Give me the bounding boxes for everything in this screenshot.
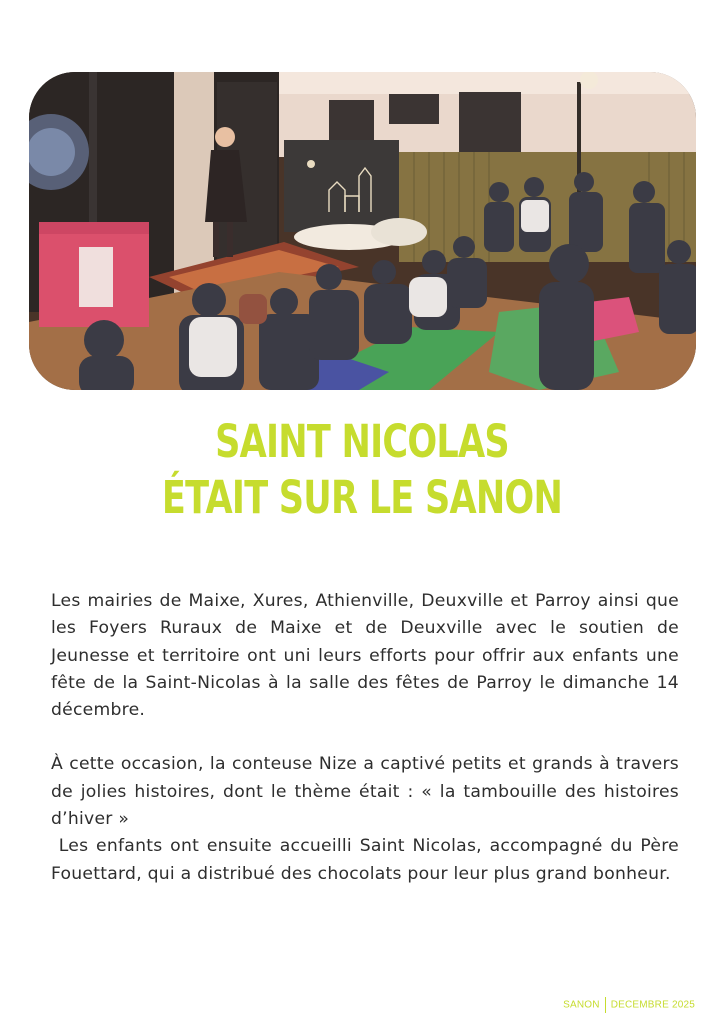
- title-line-1: SAINT NICOLAS: [215, 415, 509, 468]
- paragraph-intro: Les mairies de Maixe, Xures, Athienville, Deuxville et Parroy ainsi que les Foyers Ruraux de Maixe et de Deuxville avec le soutien de Jeunesse et territoire ont uni leurs efforts pour offrir aux enfants une fête de la Saint-Nicolas à la salle des fêtes de Parroy le dimanche 14 décembre.: [51, 591, 679, 721]
- footer-publication: SANON: [563, 999, 600, 1011]
- storytelling-scene-illustration: [29, 72, 696, 390]
- article-body: [51, 588, 685, 888]
- page-footer: [563, 997, 695, 1013]
- paragraph-saint-nicolas: Les enfants ont ensuite accueilli Saint Nicolas, accompagné du Père Fouettard, qui a distribué des chocolats pour leur plus grand bonheur.: [51, 836, 685, 884]
- paragraph-storyteller: À cette occasion, la conteuse Nize a captivé petits et grands à travers de jolies histoires, dont le thème était : « la tambouille des histoires d’hiver »: [51, 754, 679, 830]
- event-photo: [29, 72, 696, 390]
- title-line-2: ÉTAIT SUR LE SANON: [161, 471, 563, 524]
- article-title: [80, 414, 645, 526]
- footer-issue: DECEMBRE 2025: [610, 999, 695, 1011]
- footer-divider: [605, 997, 606, 1013]
